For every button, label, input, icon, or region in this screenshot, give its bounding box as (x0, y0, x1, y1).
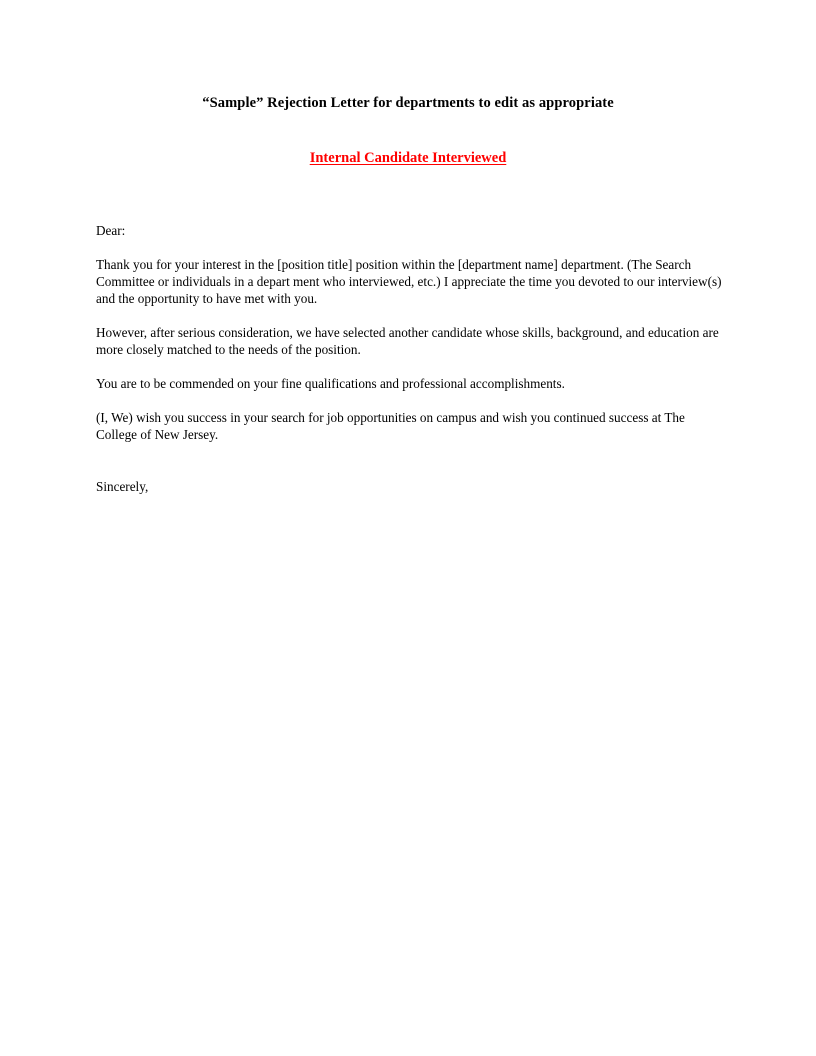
document-subtitle: Internal Candidate Interviewed (309, 150, 507, 166)
body-paragraph-2: However, after serious consideration, we have selected another candidate whose skills, background, and education are more closely matched to the needs of the position. (96, 325, 719, 357)
document-title: “Sample” Rejection Letter for departments to edit as appropriate (202, 95, 614, 111)
body-paragraph-3: You are to be commended on your fine qualifications and professional accomplishments. (96, 376, 565, 391)
closing-line: Sincerely, (96, 479, 149, 494)
body-paragraph-1: Thank you for your interest in the [position title] position within the [department name] department. (The Search Committee or individuals in a depart ment who interviewed, etc.) I appreciate the time you devoted to our interview(s) and the opportunity to have met with you. (96, 257, 722, 306)
body-paragraph-4: (I, We) wish you success in your search for job opportunities on campus and wish you continued success at The College of New Jersey. (96, 410, 685, 442)
letter-body (96, 222, 722, 495)
salutation-line: Dear: (96, 223, 126, 238)
